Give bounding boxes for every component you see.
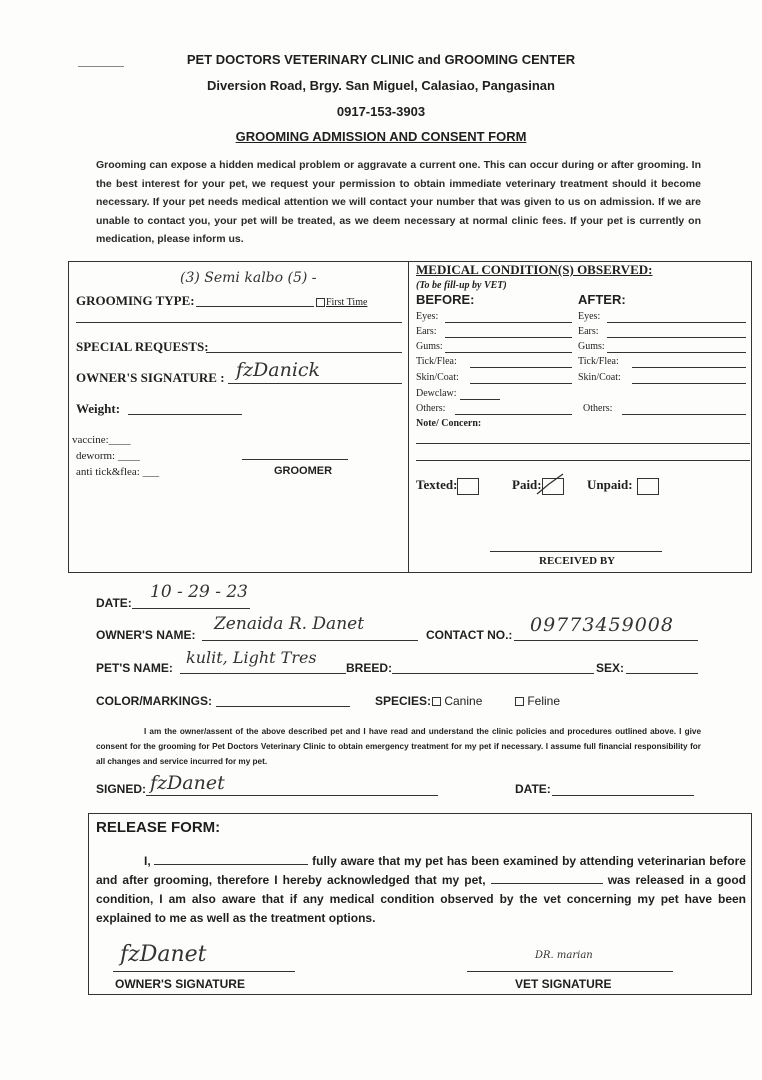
after-row-label: Others: [583, 403, 613, 414]
first-time-label: First Time [326, 297, 368, 308]
form-title: GROOMING ADMISSION AND CONSENT FORM [235, 129, 527, 144]
owner-name-line [202, 640, 418, 641]
canine-option[interactable] [432, 694, 482, 708]
sex-line [626, 673, 698, 674]
before-row-label: Gums: [416, 341, 443, 352]
intro-paragraph: Grooming can expose a hidden medical problem or aggravate a current one. This can occur during or after grooming. In the best interest for your pet, we request your permission to obtain immediate veterinary treatment should it become necessary. If your pet needs medical attention we will contact your number that was given to us on admission. If we are unable to contact you, your pet will be treated, as we deem necessary at normal clinic fees. If your pet is currently on medication, please inform us. [96, 159, 701, 245]
color-label: COLOR/MARKINGS: [96, 694, 212, 708]
contact-value: 09773459008 [530, 614, 674, 636]
before-row-line [445, 352, 572, 353]
signed-label: SIGNED: [96, 782, 147, 796]
vaccine-field: vaccine:____ [72, 434, 131, 446]
after-row-line [632, 367, 746, 368]
owner-signature-line [228, 383, 402, 384]
after-row-label: Ears: [578, 326, 599, 337]
before-row-line [470, 383, 572, 384]
texted-label: Texted: [416, 477, 458, 492]
sex-label: SEX: [596, 661, 625, 675]
signed-date-line [552, 795, 694, 796]
signed-date-label: DATE: [515, 782, 551, 796]
groomer-label: GROOMER [274, 465, 333, 477]
grooming-type-value: (3) Semi kalbo (5) - [180, 270, 317, 286]
paid-option[interactable] [512, 477, 564, 495]
canine-label: Canine [444, 694, 483, 708]
owner-signature-hand: fzDanick [236, 359, 321, 381]
after-row-line [607, 337, 746, 338]
received-by-line [490, 551, 662, 552]
note-line-1 [416, 443, 750, 444]
contact-line [514, 640, 698, 641]
first-time-option[interactable] [316, 297, 367, 308]
date-value: 10 - 29 - 23 [150, 582, 248, 602]
owner-sig-hand: fzDanet [120, 942, 207, 967]
pet-name-value: kulit, Light Tres [186, 648, 317, 667]
paid-checkmark-icon [535, 472, 565, 498]
feline-label: Feline [527, 694, 561, 708]
before-row-label: Eyes: [416, 311, 439, 322]
before-row-label: Others: [416, 403, 446, 414]
owner-sig-label: OWNER'S SIGNATURE [115, 977, 245, 991]
after-row-label: Gums: [578, 341, 605, 352]
note-line-2 [416, 460, 750, 461]
clinic-name: PET DOCTORS VETERINARY CLINIC and GROOMING CENTER [186, 52, 576, 67]
groomer-line [242, 459, 348, 460]
grooming-type-label: GROOMING TYPE: [76, 293, 195, 308]
column-divider [408, 262, 409, 572]
anti-tick-field: anti tick&flea: ___ [76, 466, 160, 478]
note-label: Note/ Concern: [416, 418, 482, 429]
vet-sig-label: VET SIGNATURE [515, 977, 612, 991]
after-row-line [632, 383, 746, 384]
deworm-field: deworm: ____ [76, 450, 140, 462]
feline-checkbox[interactable] [515, 697, 524, 706]
owner-signature-label: OWNER'S SIGNATURE : [76, 370, 225, 385]
consent-paragraph: I am the owner/assent of the above described pet and I have read and understand the clinic policies and procedures outlined above. I give consent for the grooming for Pet Doctors Veterinary Clinic to obtain emergency treatment for my pet if necessary. I assume full financial responsibility for all changes and service incurred for my pet. [96, 727, 701, 766]
after-row-label: Eyes: [578, 311, 601, 322]
scan-mark [78, 66, 124, 67]
special-requests-line [206, 352, 402, 353]
paid-checkbox[interactable] [542, 478, 564, 495]
grooming-type-line [196, 306, 314, 307]
owner-sig-line [113, 971, 295, 972]
medical-title: MEDICAL CONDITION(S) OBSERVED: [416, 262, 653, 277]
unpaid-option[interactable] [587, 477, 659, 495]
grooming-extra-line [76, 322, 402, 323]
vet-sig-hand: DR. marian [535, 950, 593, 961]
after-row-line [607, 352, 746, 353]
pet-name-line [180, 673, 346, 674]
weight-line [128, 414, 242, 415]
pet-name-label: PET'S NAME: [96, 661, 173, 675]
release-name-line [154, 854, 308, 865]
owner-name-value: Zenaida R. Danet [214, 614, 365, 634]
vet-sig-line [467, 971, 673, 972]
before-row-line [470, 367, 572, 368]
species-label: SPECIES: [375, 694, 432, 708]
contact-label: CONTACT NO.: [426, 628, 513, 642]
release-i: I, [144, 854, 151, 868]
before-row-label: Ears: [416, 326, 437, 337]
after-row-label: Tick/Flea: [578, 356, 619, 367]
before-row-line [460, 399, 500, 400]
release-text-2: fully aware that my pet has been examined by attending veterinarian before and after grooming, therefore I hereby acknowledged that my pet, [96, 854, 746, 887]
after-row-line [622, 414, 746, 415]
after-row-label: Skin/Coat: [578, 372, 621, 383]
release-body [96, 852, 746, 928]
before-row-line [455, 414, 572, 415]
after-row-line [607, 322, 746, 323]
feline-option[interactable] [515, 694, 560, 708]
breed-label: BREED: [346, 661, 393, 675]
before-row-line [445, 322, 572, 323]
texted-option[interactable] [416, 477, 479, 495]
before-row-line [445, 337, 572, 338]
breed-line [392, 673, 594, 674]
before-label: BEFORE: [416, 292, 475, 307]
unpaid-checkbox[interactable] [637, 478, 659, 495]
date-line [132, 608, 250, 609]
owner-name-label: OWNER'S NAME: [96, 628, 196, 642]
release-text-3: was released in a good condition, I am also aware that if any medical condition observed by the vet concerning my pet have been explained to me as well as the treatment options. [96, 873, 746, 925]
weight-label: Weight: [76, 401, 121, 416]
after-label: AFTER: [578, 292, 626, 307]
release-pet-line [491, 873, 603, 884]
clinic-phone: 0917-153-3903 [336, 104, 426, 119]
first-time-checkbox[interactable] [316, 298, 325, 307]
received-by-label: RECEIVED BY [539, 555, 616, 567]
special-requests-label: SPECIAL REQUESTS: [76, 339, 209, 354]
clinic-address: Diversion Road, Brgy. San Miguel, Calasiao, Pangasinan [207, 78, 555, 93]
before-row-label: Dewclaw: [416, 388, 457, 399]
before-row-label: Skin/Coat: [416, 372, 459, 383]
signed-hand: fzDanet [150, 772, 225, 794]
color-line [216, 706, 350, 707]
signed-line [146, 795, 438, 796]
release-title: RELEASE FORM: [96, 819, 221, 836]
paid-label: Paid: [512, 477, 542, 492]
medical-subtitle: (To be fill-up by VET) [416, 280, 507, 291]
date-label: DATE: [96, 596, 132, 610]
canine-checkbox[interactable] [432, 697, 441, 706]
before-row-label: Tick/Flea: [416, 356, 457, 367]
unpaid-label: Unpaid: [587, 477, 633, 492]
texted-checkbox[interactable] [457, 478, 479, 495]
